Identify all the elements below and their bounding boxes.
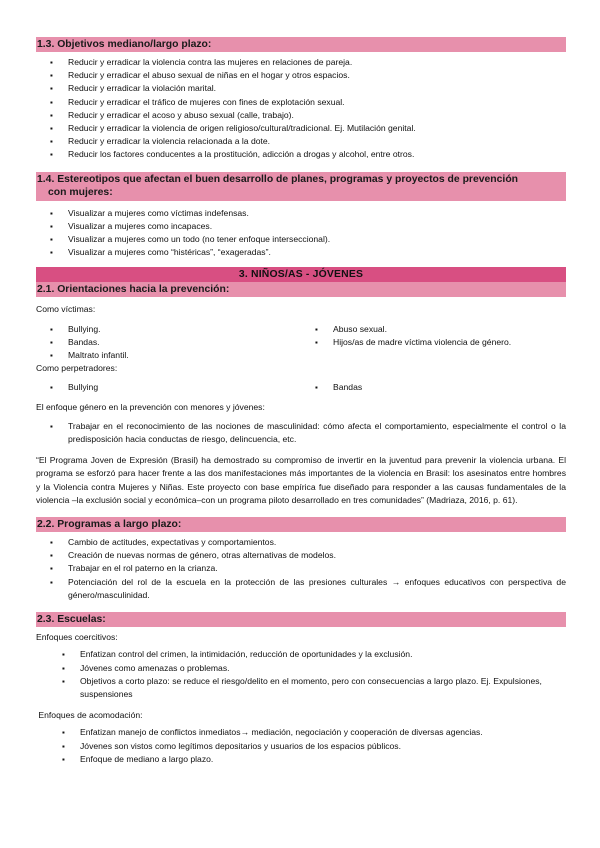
quote-paragraph: “El Programa Joven de Expresión (Brasil) ha demostrado su compromiso de invertir en la juventud para prevenir la violencia urbana. El programa se esforzó para hacer frente a las dos manifestaciones más importantes de la violencia en Brasil: los asesinatos entre hombres y la Violencia contra Mujeres y Niñas. Este proyecto con base empírica fue diseñado para responder a las causas fundamentales de la violencia –la exclusión social y económica–con un programa piloto desarrollado en tres comunidades” (Madriaza, 2016, p. 61).: [36, 455, 566, 505]
bullet-icon: ▪: [62, 663, 65, 673]
document-page: [36, 37, 566, 766]
gender-approach-list: [36, 420, 566, 446]
perpetrators-columns: [36, 381, 566, 394]
stereotypes-list: [36, 207, 566, 260]
list-item: ▪ Reducir y erradicar el abuso sexual de niñas en el hogar y otros espacios.: [36, 69, 566, 82]
list-item: ▪ Reducir y erradicar el acoso y abuso sexual (calle, trabajo).: [36, 109, 566, 122]
bullet-icon: ▪: [50, 71, 53, 81]
list-item: ▪ Bullying: [36, 381, 301, 394]
list-item: ▪ Bullying.: [36, 323, 301, 336]
bullet-icon: ▪: [315, 324, 318, 334]
bullet-icon: ▪: [50, 110, 53, 120]
list-item: ▪ Creación de nuevas normas de género, otras alternativas de modelos.: [36, 549, 566, 562]
perpetrators-right-list: [301, 381, 566, 394]
objectives-list: [36, 56, 566, 162]
list-item: ▪ Jóvenes como amenazas o problemas.: [50, 662, 566, 675]
victims-columns: [36, 323, 566, 363]
bullet-icon: ▪: [50, 58, 53, 67]
section-3-heading: 3. NIÑOS/AS - JÓVENES: [36, 267, 566, 282]
victims-right-list: [301, 323, 566, 363]
list-item: ▪ Reducir y erradicar el tráfico de mujeres con fines de explotación sexual.: [36, 96, 566, 109]
bullet-icon: ▪: [50, 383, 53, 393]
bullet-icon: ▪: [50, 137, 53, 147]
bullet-icon: ▪: [50, 538, 53, 548]
list-item: ▪ Trabajar en el reconocimiento de las nociones de masculinidad: cómo afecta el comportamiento, especialmente el control o la predisposición hacia conductas de riesgo, delincuencia, etc.: [50, 420, 566, 445]
victims-left-list: [36, 323, 301, 363]
list-item: ▪ Potenciación del rol de la escuela en la protección de las presiones culturales → enfoques educativos con perspectiva de género/masculinidad.: [50, 576, 566, 600]
bullet-icon: ▪: [62, 741, 65, 751]
section-1-4-heading: 1.4. Estereotipos que afectan el buen desarrollo de planes, programas y proyectos de prevención con mujeres:: [36, 172, 566, 201]
list-item: ▪ Jóvenes son vistos como legítimos depositarios y usuarios de los espacios públicos.: [50, 740, 566, 753]
list-item: ▪ Reducir y erradicar la violencia de origen religioso/cultural/tradicional. Ej. Mutilación genital.: [36, 122, 566, 135]
list-item: ▪ Bandas.: [36, 336, 301, 349]
bullet-icon: ▪: [50, 124, 53, 134]
list-item: ▪ Maltrato infantil.: [36, 349, 301, 362]
bullet-icon: ▪: [62, 754, 65, 764]
bullet-icon: ▪: [50, 150, 53, 160]
bullet-icon: ▪: [50, 208, 53, 218]
bullet-icon: ▪: [50, 564, 53, 574]
list-item: ▪ Objetivos a corto plazo: se reduce el riesgo/delito en el momento, pero con consecuencias a largo plazo. Ej. Expulsiones, suspensiones: [62, 675, 542, 699]
accommodation-approaches-list: [36, 726, 566, 766]
bullet-icon: ▪: [50, 97, 53, 107]
bullet-icon: ▪: [50, 551, 53, 561]
bullet-icon: ▪: [315, 383, 318, 393]
bullet-icon: ▪: [50, 235, 53, 245]
victims-label: Como víctimas:: [36, 304, 96, 315]
bullet-icon: ▪: [62, 650, 65, 660]
coercive-approaches-label: Enfoques coercitivos:: [36, 632, 118, 643]
section-2-1-heading: 2.1. Orientaciones hacia la prevención:: [36, 282, 566, 297]
list-item: ▪ Bandas: [301, 381, 566, 394]
bullet-icon: ▪: [50, 248, 53, 258]
list-item: ▪ Enfatizan control del crimen, la intimidación, reducción de oportunidades y la exclusión.: [50, 648, 566, 661]
bullet-icon: ▪: [50, 351, 53, 361]
perpetrators-label: Como perpetradores:: [36, 363, 118, 374]
bullet-icon: ▪: [50, 577, 53, 587]
list-item: ▪ Visualizar a mujeres como víctimas indefensas.: [36, 207, 566, 220]
section-1-3-heading: 1.3. Objetivos mediano/largo plazo:: [36, 37, 566, 52]
coercive-approaches-list: [36, 648, 566, 701]
list-item: ▪ Reducir y erradicar la violación marital.: [36, 82, 566, 95]
bullet-icon: ▪: [50, 421, 53, 431]
list-item: ▪ Reducir y erradicar la violencia contra las mujeres en relaciones de pareja.: [36, 56, 566, 69]
list-item: ▪ Cambio de actitudes, expectativas y comportamientos.: [36, 536, 566, 549]
bullet-icon: ▪: [50, 337, 53, 347]
list-item: ▪ Abuso sexual.: [301, 323, 566, 336]
list-item: ▪ Trabajar en el rol paterno en la crianza.: [36, 562, 566, 575]
bullet-icon: ▪: [62, 728, 65, 738]
section-2-2-heading: 2.2. Programas a largo plazo:: [36, 517, 566, 532]
bullet-icon: ▪: [50, 324, 53, 334]
bullet-icon: ▪: [315, 337, 318, 347]
bullet-icon: ▪: [62, 676, 65, 686]
bullet-icon: ▪: [50, 84, 53, 94]
list-item: ▪ Enfatizan manejo de conflictos inmediatos→ mediación, negociación y cooperación de diversas agencias.: [50, 726, 566, 739]
list-item: ▪ Visualizar a mujeres como “histéricas”, “exageradas”.: [36, 246, 566, 259]
list-item: ▪ Hijos/as de madre víctima violencia de género.: [301, 336, 566, 349]
long-term-programs-list: [36, 536, 566, 602]
list-item: ▪ Reducir los factores conducentes a la prostitución, adicción a drogas y alcohol, entre otros.: [36, 148, 566, 161]
list-item: ▪ Enfoque de mediano a largo plazo.: [50, 753, 566, 766]
list-item: ▪ Reducir y erradicar la violencia relacionada a la dote.: [36, 135, 566, 148]
bullet-icon: ▪: [50, 221, 53, 231]
gender-approach-label: El enfoque género en la prevención con menores y jóvenes:: [36, 401, 265, 412]
list-item: ▪ Visualizar a mujeres como incapaces.: [36, 220, 566, 233]
accommodation-approaches-label: Enfoques de acomodación:: [36, 710, 143, 721]
perpetrators-left-list: [36, 381, 301, 394]
list-item: ▪ Visualizar a mujeres como un todo (no tener enfoque interseccional).: [36, 233, 566, 246]
section-2-3-heading: 2.3. Escuelas:: [36, 612, 566, 627]
